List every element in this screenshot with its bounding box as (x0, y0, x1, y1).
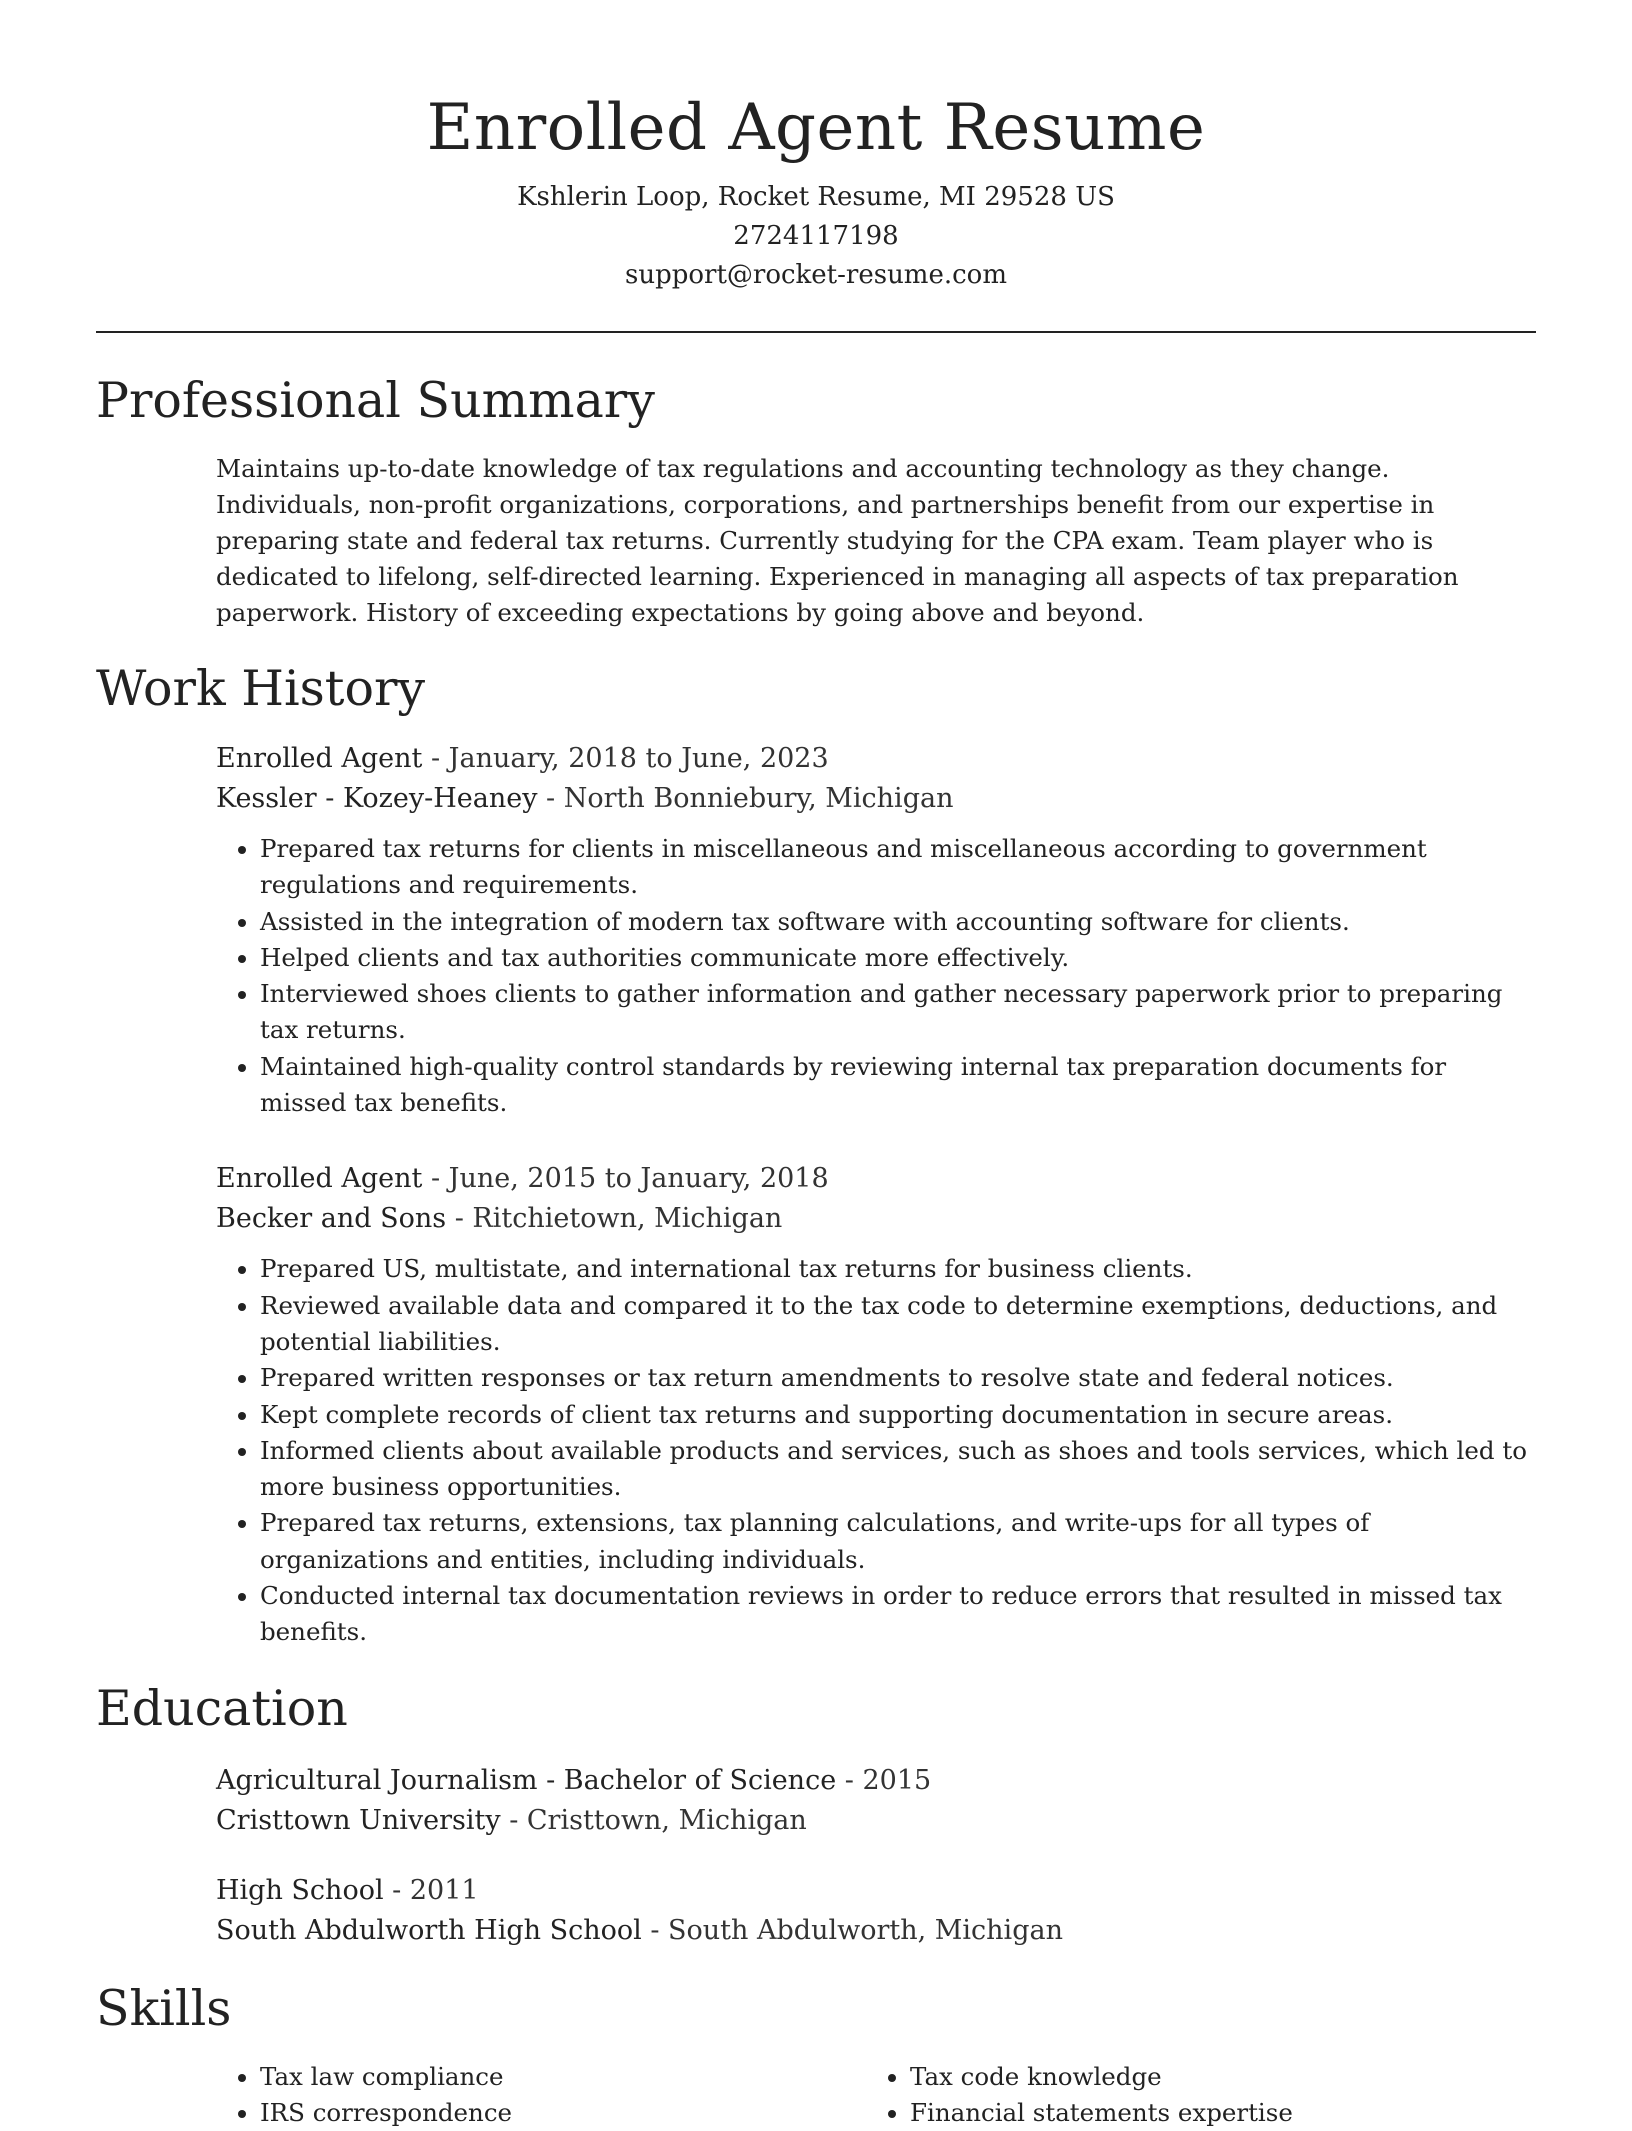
education-degree-line (216, 1871, 1536, 1911)
education-heading: Education (96, 1679, 348, 1737)
job-employer-line (216, 779, 1536, 819)
job-entry (216, 1159, 1536, 1650)
contact-address: Kshlerin Loop, Rocket Resume, MI 29528 US (517, 182, 1115, 212)
education-degree: Agricultural Journalism - Bachelor of Science (216, 1764, 837, 1796)
job-company: Becker and Sons (216, 1203, 447, 1235)
education-entry (216, 1871, 1536, 1951)
skill-item: • Financial statements expertise (910, 2095, 1516, 2131)
job-location: - North Bonniebury, Michigan (537, 783, 954, 814)
education-degree-line (216, 1761, 1536, 1801)
education-school-line (216, 1911, 1536, 1951)
job-bullets (216, 831, 1536, 1121)
education-section (96, 1677, 1536, 1951)
education-school: South Abdulworth High School (216, 1914, 642, 1946)
job-dates: - June, 2015 to January, 2018 (422, 1163, 829, 1195)
contact-phone: 2724117198 (733, 221, 899, 251)
job-bullet: • Maintained high-quality control standards by reviewing internal tax preparation documents for missed tax benefits. (260, 1049, 1536, 1122)
skills-list (866, 2059, 1516, 2131)
job-company: Kessler - Kozey-Heaney (216, 783, 538, 814)
job-entry (216, 739, 1536, 1121)
job-bullet: • Reviewed available data and compared it to the tax code to determine exemptions, deductions, and potential liabilities. (260, 1288, 1536, 1361)
work-history-heading: Work History (96, 660, 426, 717)
job-bullet: • Informed clients about available products and services, such as shoes and tools services, which led to more business opportunities. (260, 1433, 1536, 1506)
header-divider (96, 331, 1536, 333)
job-bullet: • Helped clients and tax authorities communicate more effectively. (260, 940, 1536, 976)
summary-section (96, 369, 1536, 631)
job-role: Enrolled Agent (216, 743, 423, 774)
education-school: Cristtown University (216, 1804, 501, 1836)
job-bullet: • Prepared tax returns, extensions, tax planning calculations, and write-ups for all types of organizations and entities, including individuals. (260, 1505, 1536, 1578)
skills-grid (216, 2059, 1536, 2131)
resume-header (96, 0, 1536, 295)
job-dates: - January, 2018 to June, 2023 (422, 743, 829, 774)
summary-text: Maintains up-to-date knowledge of tax regulations and accounting technology as they change. Individuals, non-profit organizations, corporations, and partnerships benefit from our expertise in preparing state and federal tax returns. Currently studying for the CPA exam. Team player who is dedicated to lifelong, self-directed learning. Experienced in managing all aspects of tax preparation paperwork. History of exceeding expectations by going above and beyond. (216, 454, 1459, 627)
skills-column-left (216, 2059, 866, 2131)
job-bullet: • Kept complete records of client tax returns and supporting documentation in secure areas. (260, 1397, 1536, 1433)
skills-column-right (866, 2059, 1516, 2131)
contact-info (96, 178, 1536, 295)
job-location: - Ritchietown, Michigan (446, 1203, 783, 1235)
education-year: - 2011 (383, 1874, 479, 1906)
education-degree: High School (216, 1874, 384, 1906)
education-location: - Cristtown, Michigan (500, 1804, 807, 1836)
summary-heading: Professional Summary (96, 372, 655, 429)
job-title-line (216, 1159, 1536, 1199)
contact-email: support@rocket-resume.com (624, 260, 1007, 290)
skill-item: • Tax law compliance (260, 2059, 866, 2095)
education-entry (216, 1761, 1536, 1841)
skills-section (96, 1977, 1536, 2131)
job-bullet: • Interviewed shoes clients to gather information and gather necessary paperwork prior to preparing tax returns. (260, 976, 1536, 1049)
education-school-line (216, 1801, 1536, 1841)
skill-item: • IRS correspondence (260, 2095, 866, 2131)
skill-item: • Tax code knowledge (910, 2059, 1516, 2095)
job-bullet: • Assisted in the integration of modern tax software with accounting software for clients. (260, 904, 1536, 940)
job-employer-line (216, 1199, 1536, 1239)
job-bullets (216, 1251, 1536, 1650)
work-history-section (96, 657, 1536, 1651)
job-bullet: • Prepared written responses or tax return amendments to resolve state and federal notices. (260, 1360, 1536, 1396)
job-title-line (216, 739, 1536, 779)
education-year: - 2015 (836, 1764, 932, 1796)
job-bullet: • Conducted internal tax documentation reviews in order to reduce errors that resulted in missed tax benefits. (260, 1578, 1536, 1651)
job-bullet: • Prepared US, multistate, and international tax returns for business clients. (260, 1251, 1536, 1287)
skills-heading: Skills (96, 1979, 232, 2037)
skills-list (216, 2059, 866, 2131)
education-location: - South Abdulworth, Michigan (641, 1914, 1063, 1946)
resume-title: Enrolled Agent Resume (426, 91, 1206, 165)
job-bullet: • Prepared tax returns for clients in miscellaneous and miscellaneous according to government regulations and requirements. (260, 831, 1536, 904)
job-role: Enrolled Agent (216, 1163, 423, 1195)
